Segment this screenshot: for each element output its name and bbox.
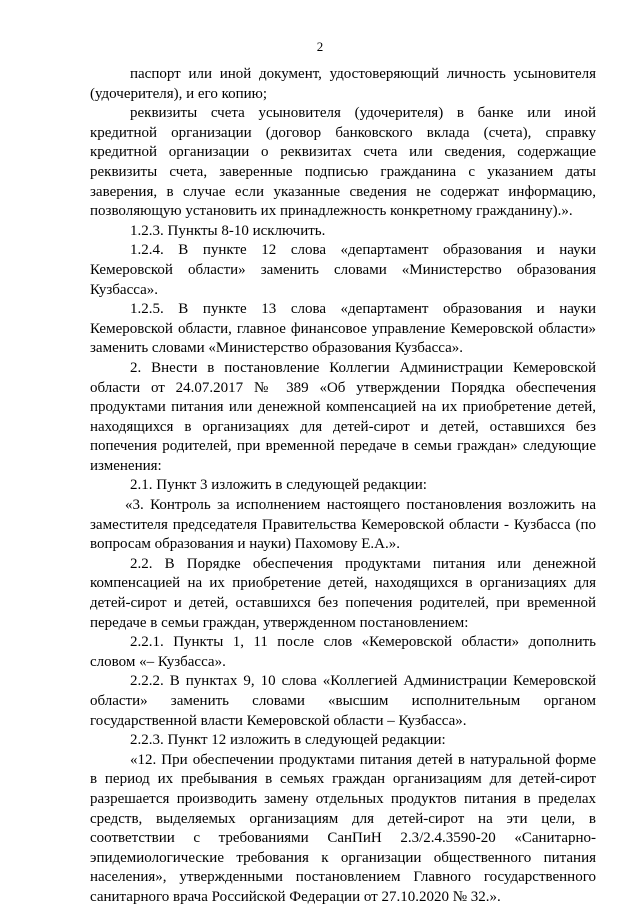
paragraph-2: 2. Внести в постановление Коллегии Администрации Кемеровской области от 24.07.2017 № 389 «Об утверждении Порядка обеспечения продуктами питания или денежной компенсацией на их приобретение детей, находящихся в организациях для детей-сирот и детей, оставшихся без попечения родителей, при временной передаче в семьи граждан» следующие изменения: [90,359,596,474]
paragraph-2-1: 2.1. Пункт 3 изложить в следующей редакции: [130,477,427,494]
paragraph-bank-details: реквизиты счета усыновителя (удочерителя) в банке или иной кредитной организации (договор банковского вклада (счета), справку кредитной организации о реквизитах счета или сведения, содержащие реквизиты счета, заверенные подписью гражданина с указанием даты заверения, в случае если указанные сведения не содержат информацию, позволяющую установить их принадлежность конкретному гражданину).». [90,105,596,220]
paragraph-passport: паспорт или иной документ, удостоверяющий личность усыновителя (удочерителя), и его копию; [90,66,596,102]
paragraph-quote-12: «12. При обеспечении продуктами питания детей в натуральной форме в период их пребывания в семьях граждан организациям для детей-сирот разрешается производить замену отдельных продуктов питания в пределах средств, выделяемых организациям для детей-сирот на эти цели, в соответствии с требованиями СанПиН 2.3/2.4.3590-20 «Санитарно-эпидемиологические требования к организации общественного питания населения», утвержденными постановлением Главного государственного санитарного врача Российской Федерации от 27.10.2020 № 32.». [90,751,596,905]
paragraph-2-2-1: 2.2.1. Пункты 1, 11 после слов «Кемеровской области» дополнить словом «– Кузбасса». [90,634,596,670]
page-number: 2 [316,39,324,54]
paragraph-quote-3: «3. Контроль за исполнением настоящего постановления возложить на заместителя председателя Правительства Кемеровской области - Кузбасса (по вопросам образования и науки) Пахомову Е.А.». [90,497,596,553]
paragraph-1-2-4: 1.2.4. В пункте 12 слова «департамент образования и науки Кемеровской области» заменить словами «Министерство образования Кузбасса». [90,242,596,298]
paragraph-2-2-2: 2.2.2. В пунктах 9, 10 слова «Коллегией Администрации Кемеровской области» заменить словами «высшим исполнительным органом государственной власти Кемеровской области – Кузбасса». [90,673,596,729]
paragraph-2-2: 2.2. В Порядке обеспечения продуктами питания или денежной компенсацией на их приобретение детей, находящихся в организациях для детей-сирот и детей, оставшихся без попечения родителей, при временной передаче в семьи граждан, утвержденном постановлением: [90,555,596,631]
paragraph-1-2-5: 1.2.5. В пункте 13 слова «департамент образования и науки Кемеровской области, главное финансовое управление Кемеровской области» заменить словами «Министерство образования Кузбасса». [90,301,596,357]
paragraph-1-2-3: 1.2.3. Пункты 8-10 исключить. [130,222,326,239]
document-body [90,65,596,908]
paragraph-2-2-3: 2.2.3. Пункт 12 изложить в следующей редакции: [130,732,446,749]
